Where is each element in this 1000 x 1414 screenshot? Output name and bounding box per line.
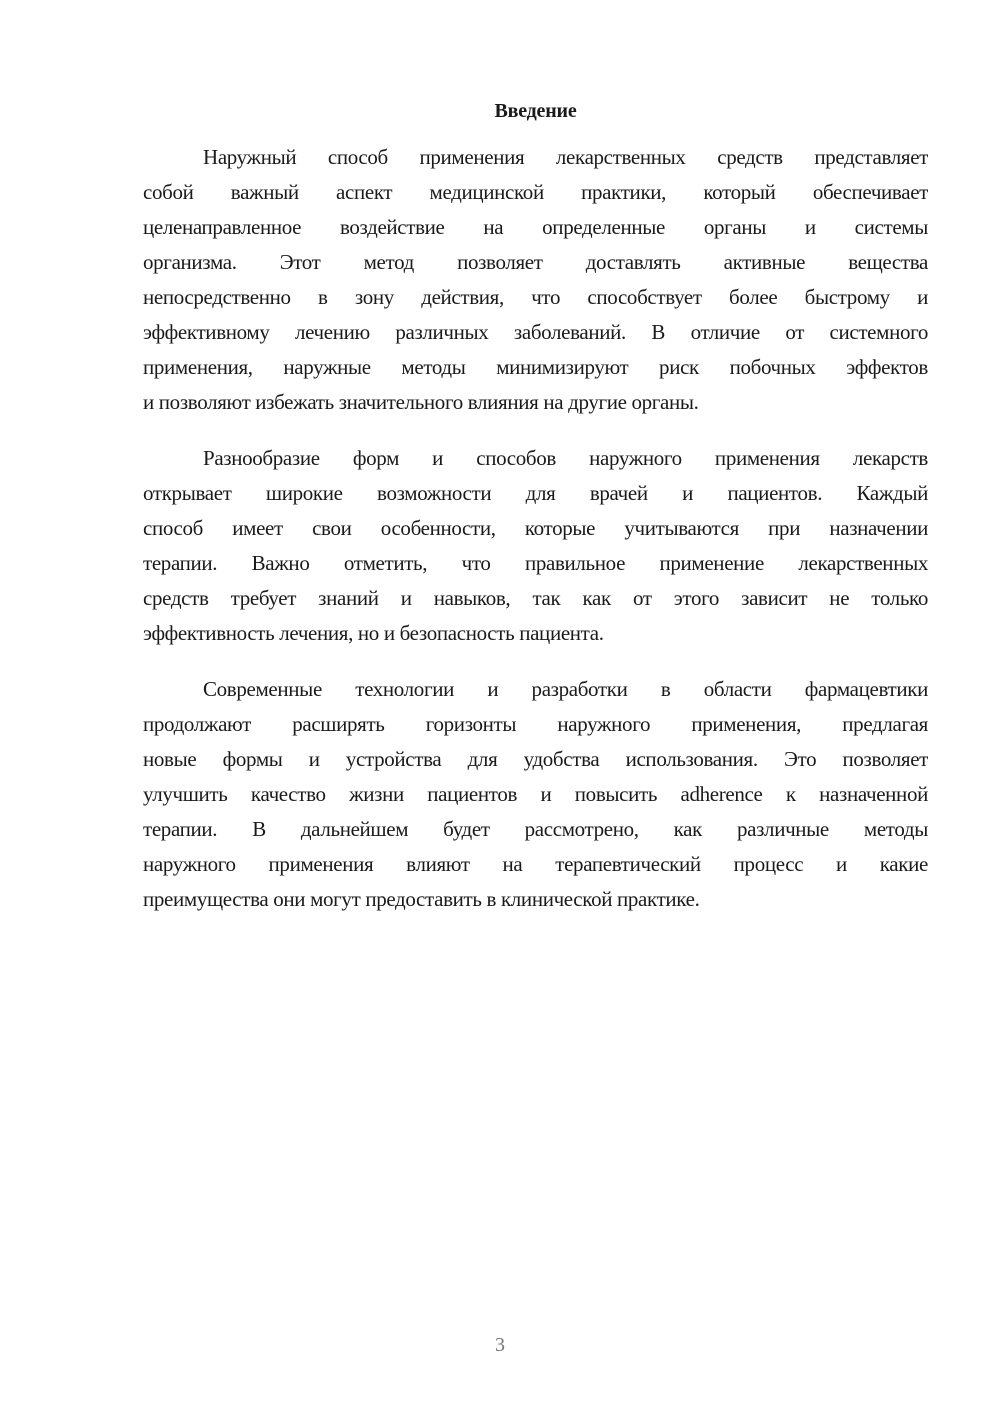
- paragraph-line: непосредственно в зону действия, что способствует более быстрому и: [143, 285, 928, 309]
- paragraph-line: средств требует знаний и навыков, так как от этого зависит не только: [143, 586, 928, 610]
- paragraph-line: применения, наружные методы минимизируют риск побочных эффектов: [143, 355, 928, 379]
- paragraph-line: новые формы и устройства для удобства использования. Это позволяет: [143, 747, 928, 771]
- paragraph-line: наружного применения влияют на терапевтический процесс и какие: [143, 852, 928, 876]
- page-number: 3: [495, 1334, 505, 1356]
- section-title: Введение: [494, 100, 577, 122]
- paragraph-line: Наружный способ применения лекарственных средств представляет: [203, 145, 928, 169]
- paragraph-line: целенаправленное воздействие на определенные органы и системы: [143, 215, 928, 239]
- paragraph-line: открывает широкие возможности для врачей и пациентов. Каждый: [143, 481, 928, 505]
- paragraph-line: Современные технологии и разработки в области фармацевтики: [203, 677, 928, 701]
- paragraph-line: улучшить качество жизни пациентов и повысить adherence к назначенной: [143, 782, 928, 806]
- paragraph-line: эффективность лечения, но и безопасность пациента.: [143, 621, 604, 645]
- paragraph-line: Разнообразие форм и способов наружного применения лекарств: [203, 446, 928, 470]
- paragraph-2: [143, 441, 928, 651]
- paragraph-3: [143, 672, 928, 917]
- document-page: [143, 96, 928, 938]
- paragraph-line: преимущества они могут предоставить в клинической практике.: [143, 887, 700, 911]
- paragraph-line: организма. Этот метод позволяет доставлять активные вещества: [143, 250, 928, 274]
- paragraph-line: эффективному лечению различных заболеваний. В отличие от системного: [143, 320, 928, 344]
- paragraph-line: собой важный аспект медицинской практики, который обеспечивает: [143, 180, 928, 204]
- paragraph-line: терапии. Важно отметить, что правильное применение лекарственных: [143, 551, 928, 575]
- paragraph-line: терапии. В дальнейшем будет рассмотрено, как различные методы: [143, 817, 928, 841]
- paragraph-line: продолжают расширять горизонты наружного применения, предлагая: [143, 712, 928, 736]
- paragraph-1: [143, 140, 928, 420]
- paragraph-line: способ имеет свои особенности, которые учитываются при назначении: [143, 516, 928, 540]
- paragraph-line: и позволяют избежать значительного влияния на другие органы.: [143, 390, 699, 414]
